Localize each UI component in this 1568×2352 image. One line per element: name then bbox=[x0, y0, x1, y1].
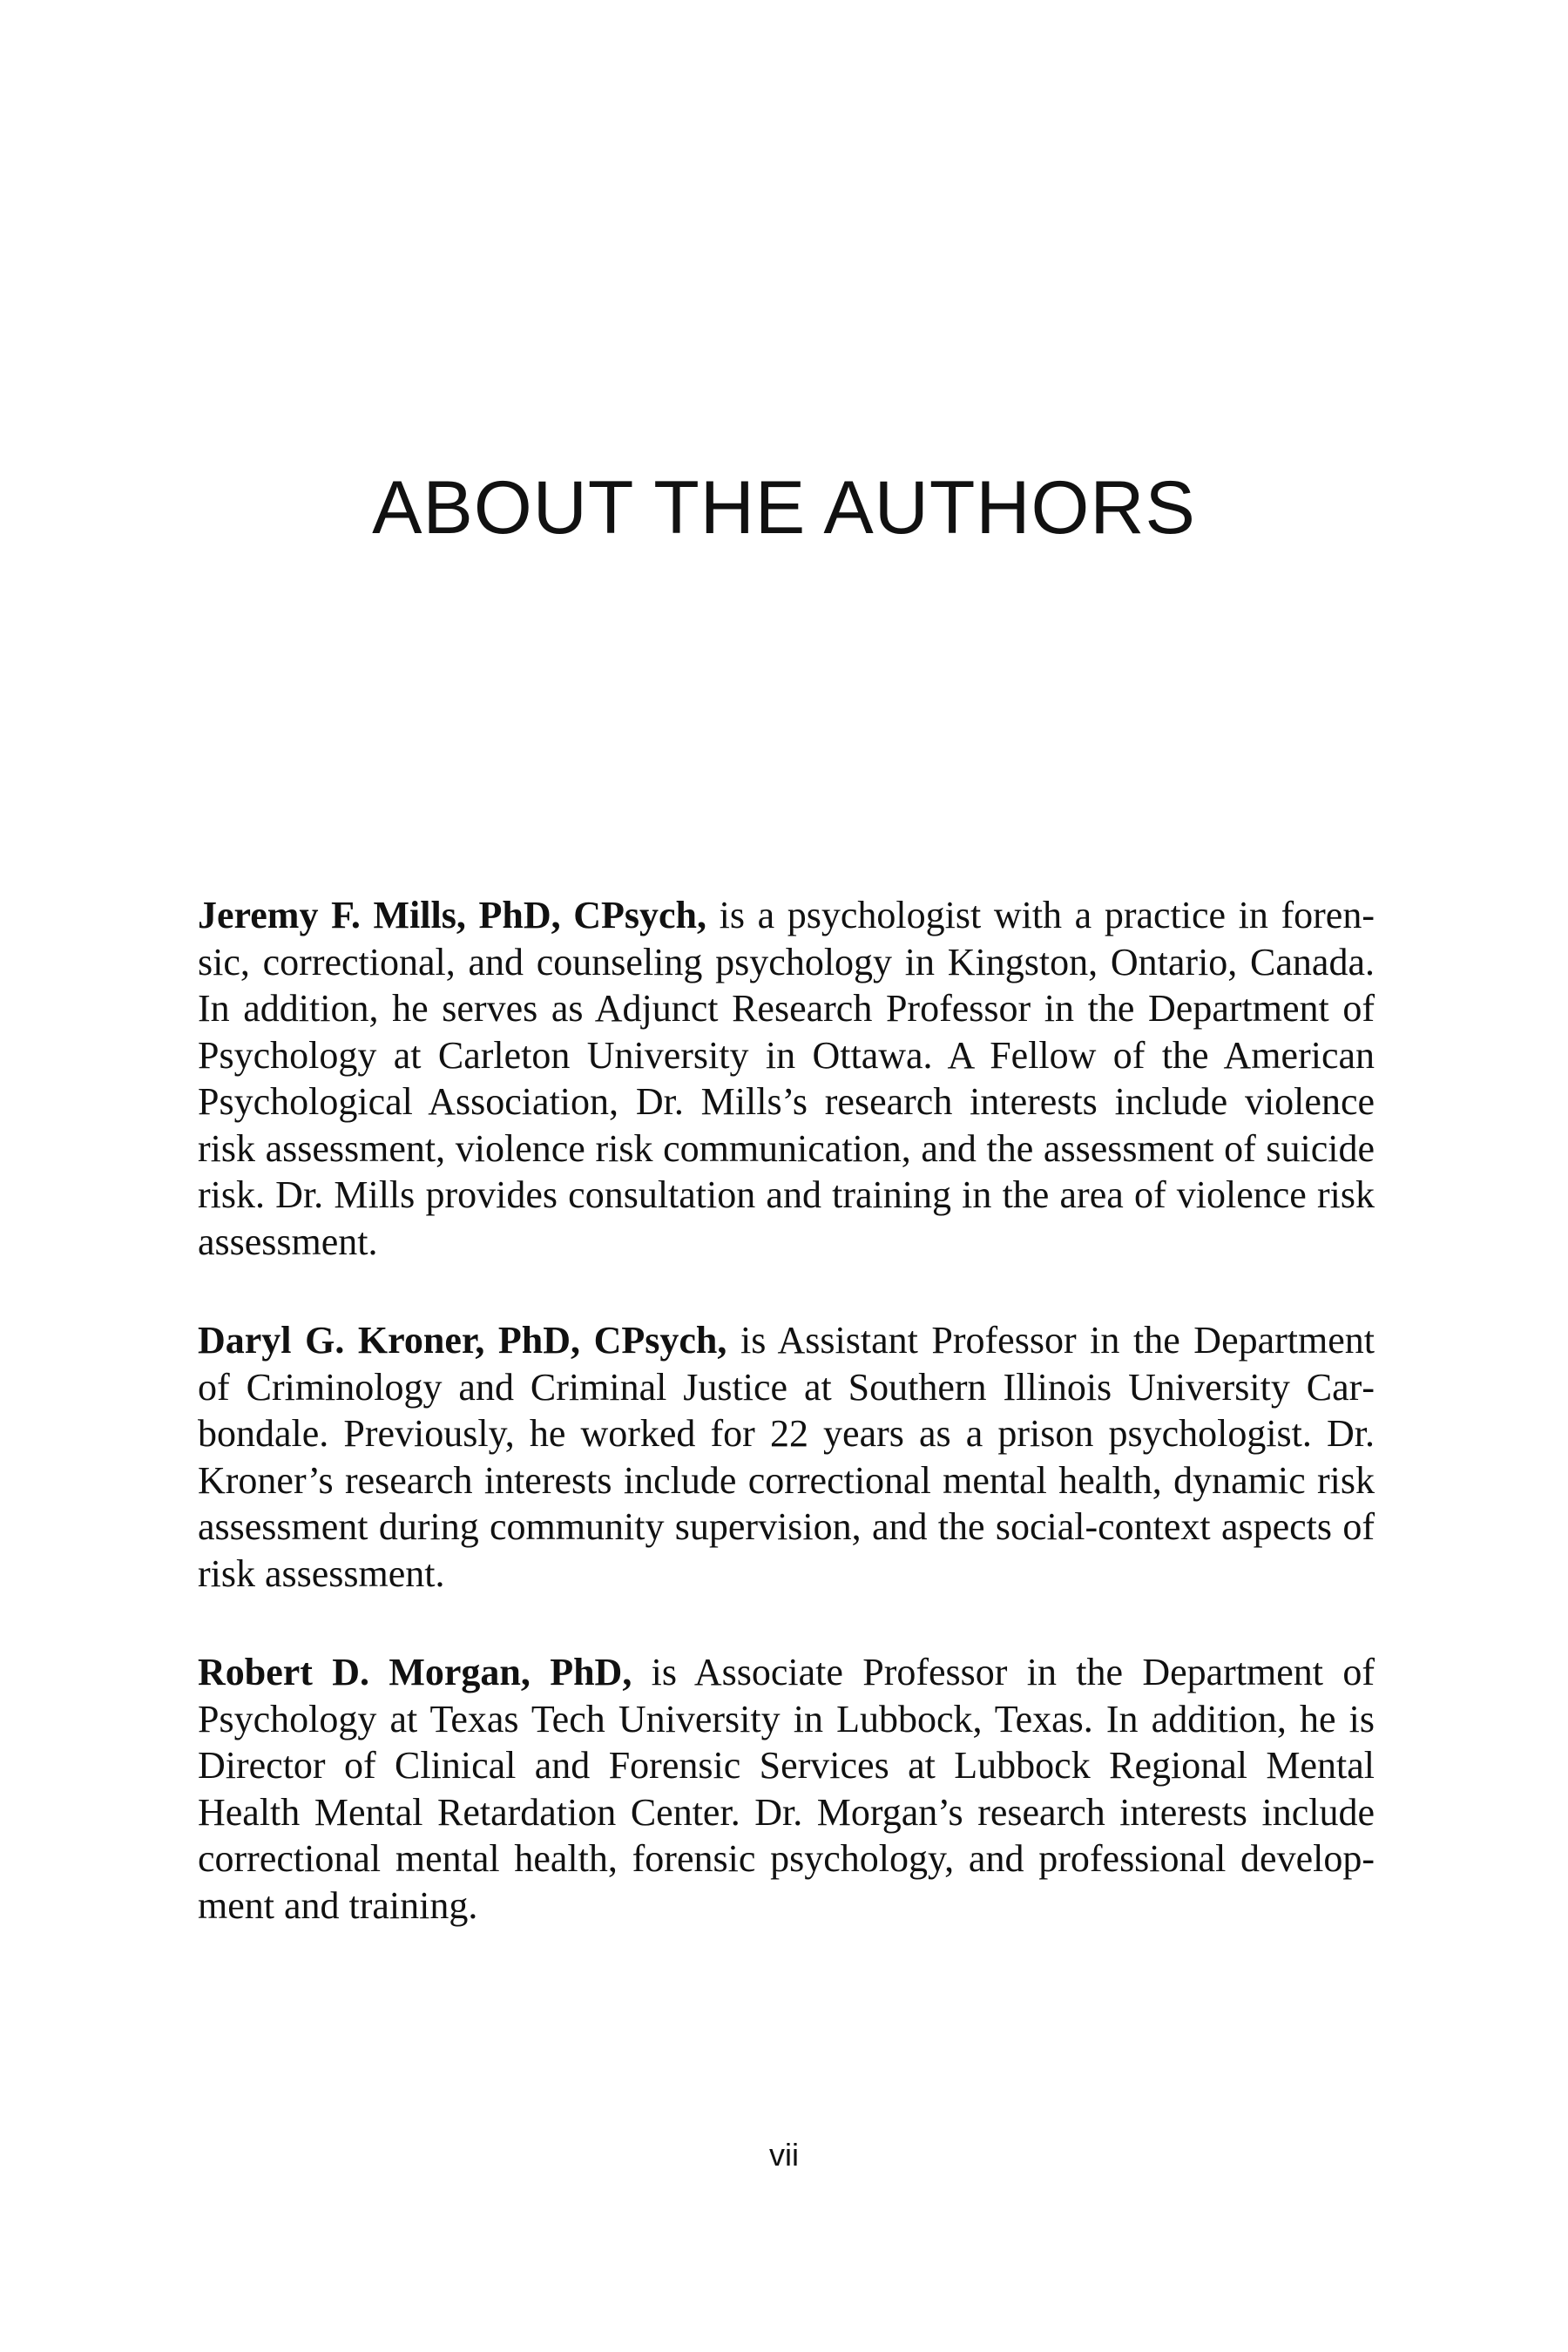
bio-paragraph-morgan bbox=[198, 1649, 1375, 1929]
bio-paragraph-kroner bbox=[198, 1317, 1375, 1597]
author-bios bbox=[198, 892, 1375, 1981]
bio-text-kroner: is Assistant Professor in the Department of Criminology and Criminal Justice at Southern Illinois University Carbondale. Previously, he worked for 22 years as a prison psychologist. Dr. Kroner’s research interests include correctional mental health, dynamic risk assessment during community supervision, and the social-context aspects of risk assessment. bbox=[198, 1319, 1375, 1595]
page-title: ABOUT THE AUTHORS bbox=[372, 466, 1196, 550]
page-number: vii bbox=[769, 2137, 799, 2173]
author-name-kroner: Daryl G. Kroner, PhD, CPsych, bbox=[198, 1319, 727, 1362]
author-name-morgan: Robert D. Morgan, PhD, bbox=[198, 1651, 632, 1693]
bio-text-mills: is a psychologist with a practice in forensic, correctional, and counseling psychology in Kingston, Ontario, Canada. In addition, he serves as Adjunct Research Professor in the Department of Psychology at Carleton University in Ottawa. A Fellow of the American Psychological Association, Dr. Mills’s research interests include violence risk assessment, violence risk communication, and the assessment of suicide risk. Dr. Mills provides consultation and training in the area of violence risk assessment. bbox=[198, 894, 1375, 1263]
bio-paragraph-mills bbox=[198, 892, 1375, 1265]
author-name-mills: Jeremy F. Mills, PhD, CPsych, bbox=[198, 894, 706, 936]
bio-text-morgan: is Associate Professor in the Department of Psychology at Texas Tech University in Lubbock, Texas. In addition, he is Director of Clinical and Forensic Services at Lubbock Regional Mental Health Mental Retardation Center. Dr. Morgan’s research interests include correctional mental health, forensic psychology, and professional development and training. bbox=[198, 1651, 1375, 1927]
